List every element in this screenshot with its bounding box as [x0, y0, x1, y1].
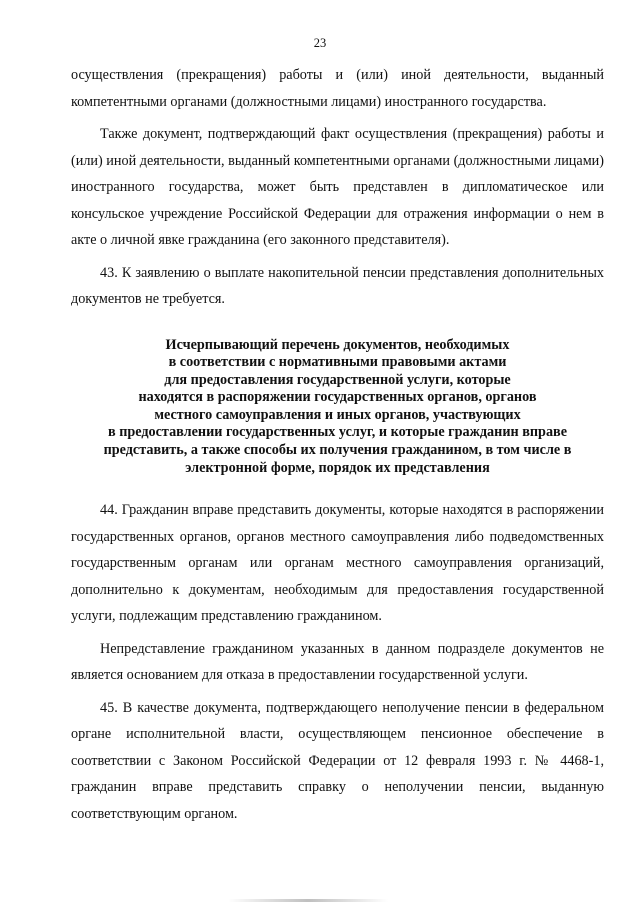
paragraph-45: 45. В качестве документа, подтверждающего неполучение пенсии в федеральном органе исполнительной власти, осуществляющем пенсионное обеспечение в соответствии с Законом Российской Федерации от 12 февраля 1993 г. № 4468-1, гражданин вправе представить справку о неполучении пенсии, выданную соответствующим органом. [71, 699, 604, 822]
heading-line: представить, а также способы их получения гражданином, в том числе в [103, 442, 572, 459]
heading-line: находятся в распоряжении государственных органов, органов [138, 389, 537, 406]
page-content [71, 62, 604, 827]
paragraph-continuation: осуществления (прекращения) работы и (или) иной деятельности, выданный компетентными органами (должностными лицами) иностранного государства. [71, 67, 604, 110]
section-heading [71, 337, 604, 478]
paragraph-43: 43. К заявлению о выплате накопительной пенсии представления дополнительных документов не требуется. [71, 264, 604, 307]
page-number: 23 [313, 36, 327, 50]
heading-line: местного самоуправления и иных органов, участвующих [154, 406, 521, 423]
scan-edge-mark [228, 899, 388, 902]
heading-line: для предоставления государственной услуги, которые [164, 371, 511, 388]
heading-line: электронной форме, порядок их представления [185, 459, 490, 476]
paragraph-document-submission: Также документ, подтверждающий факт осуществления (прекращения) работы и (или) иной деятельности, выданный компетентными органами (должностными лицами) иностранного государства, может быть представлен в дипломатическое или консульское учреждение Российской Федерации для отражения информации о нем в акте о личной явке гражданина (его законного представителя). [71, 126, 604, 248]
heading-line: Исчерпывающий перечень документов, необходимых [165, 336, 510, 353]
paragraph-non-submission: Непредставление гражданином указанных в данном подразделе документов не является основанием для отказа в предоставлении государственной услуги. [71, 640, 604, 684]
paragraph-44: 44. Гражданин вправе представить документы, которые находятся в распоряжении государственных органов, органов местного самоуправления либо подведомственных государственным органам или органам местного самоуправления организаций, дополнительно к документам, необходимым для предоставления государственной услуги, подлежащим представлению гражданином. [71, 502, 604, 625]
heading-line: в предоставлении государственных услуг, и которые гражданин вправе [107, 424, 567, 441]
heading-line: в соответствии с нормативными правовыми актами [168, 354, 507, 371]
